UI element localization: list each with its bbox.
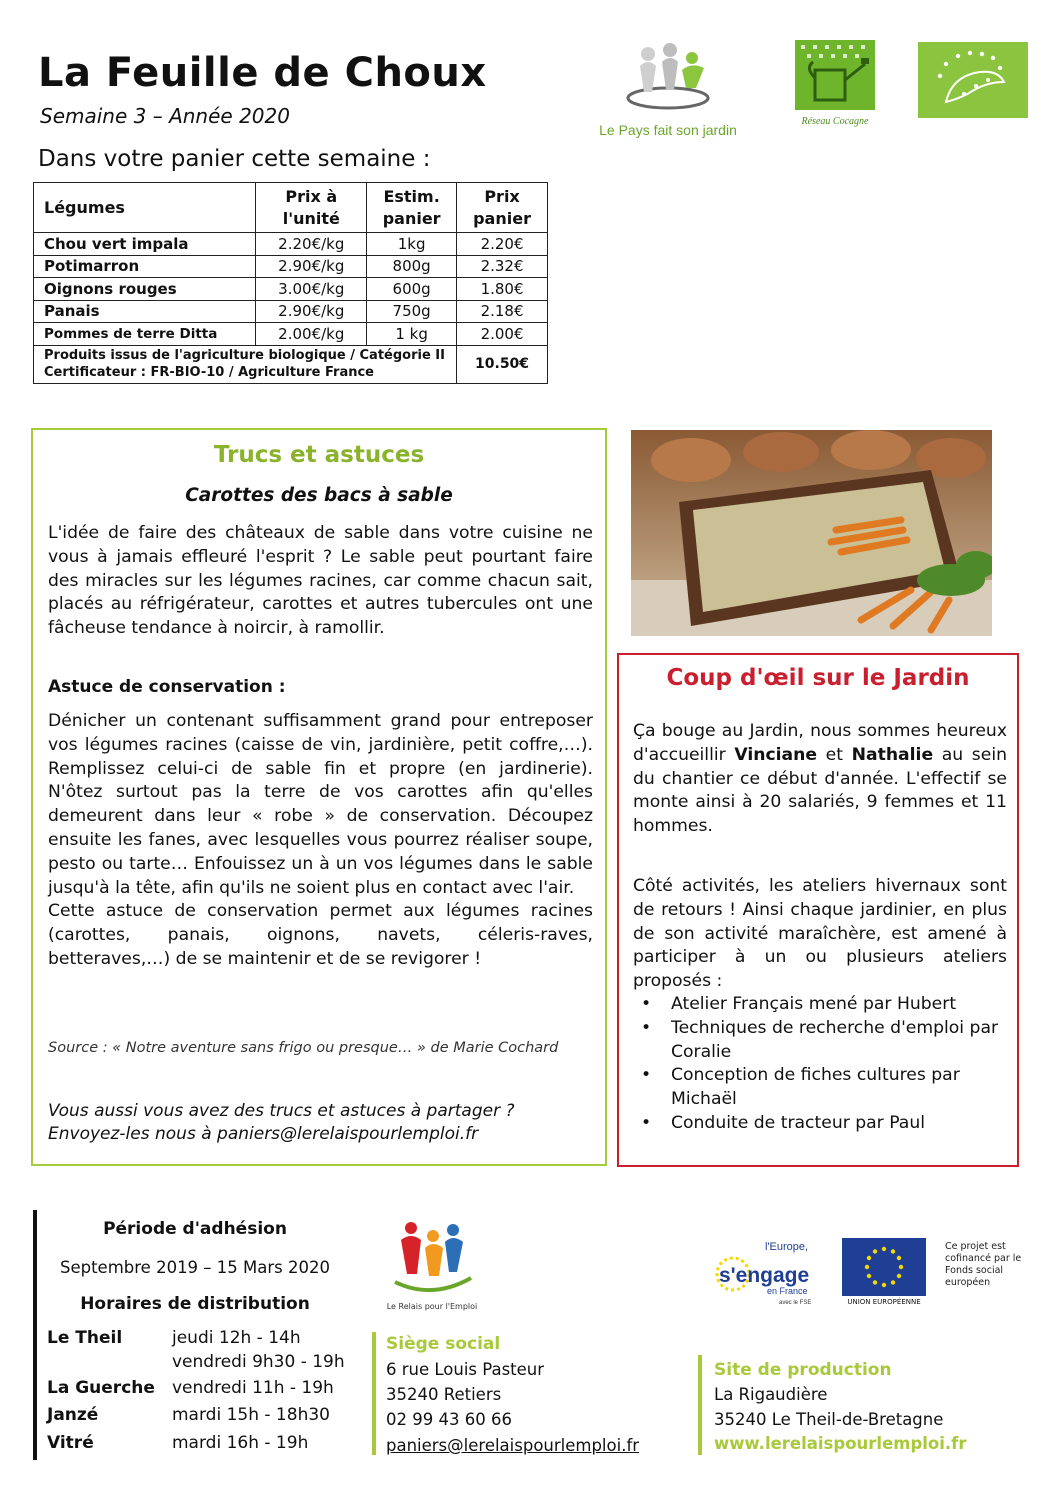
distribution-town: Janzé [47, 1405, 99, 1425]
eu-caption: UNION EUROPÉENNE [847, 1298, 921, 1306]
website-link[interactable]: www.lerelaispourlemploi.fr [714, 1434, 967, 1453]
basket-heading: Dans votre panier cette semaine : [38, 146, 431, 172]
tips-source: Source : « Notre aventure sans frigo ou presque… » de Marie Cochard [48, 1040, 559, 1056]
basket-price: 2.00€ [457, 323, 548, 346]
unit-price: 2.90€/kg [256, 300, 367, 323]
conservation-paragraph: Dénicher un contenant suffisamment grand pour entreposer vos légumes racines (caisse de vin, jardinière, petit coffre,…). Remplissez celui-ci de sable fin et propre (en jardinerie). N'ôtez surtout pas la terre de vos carottes afin qu'elles demeurent dans leur « robe » de conservation. Découpez ensuite les fanes, avec lesquelles vous pourrez réaliser soupe, pesto ou tarte… Enfouissez un à un vos légumes dans le sable jusqu'à la tête, afin qu'ils ne soient plus en contact avec l'air. Cette astuce de conservation permet aux légumes racines (carottes, panais, oignons, navets, céleris-raves, betteraves,…) de se maintenir et de se revigorer ! [48, 711, 593, 969]
eu-organic-leaf-icon [918, 42, 1028, 118]
production-title: Site de production [714, 1360, 892, 1380]
table-row [34, 323, 548, 346]
basket-price: 2.18€ [457, 300, 548, 323]
issue-subtitle: Semaine 3 – Année 2020 [40, 104, 290, 128]
column-header-unit-price: Prix à l'unité [256, 183, 367, 233]
new-member-name: Vinciane [734, 744, 818, 765]
table-row [34, 278, 548, 301]
workshop-list [633, 993, 1013, 1136]
tips-title: Trucs et astuces [213, 442, 425, 468]
list-item: • Techniques de recherche d'emploi par Coralie [633, 1017, 1013, 1065]
estimate: 1 kg [367, 323, 457, 346]
siege-phone: 02 99 43 60 66 [386, 1410, 512, 1429]
unit-price: 3.00€/kg [256, 278, 367, 301]
unit-price: 2.00€/kg [256, 323, 367, 346]
pays-fait-son-jardin-logo [583, 40, 753, 140]
garden-activities-paragraph: Côté activités, les ateliers hivernaux sont de retours ! Ainsi chaque jardinier, en plus de son activité maraîchère, est amené à participer à un ou plusieurs ateliers proposés : [633, 876, 1007, 992]
distribution-town: Le Theil [47, 1328, 123, 1348]
siege-divider [372, 1332, 376, 1455]
list-item: • Conception de fiches cultures par Michaël [633, 1064, 1013, 1112]
tips-intro-paragraph: L'idée de faire des châteaux de sable dans votre cuisine ne vous à jamais effleuré l'esprit ? Le sable peut pourtant faire des miracles sur les légumes racines, car comme chacun sait, placés au réfrigérateur, carottes et autres tubercules ont une fâcheuse tendance à noircir, à ramollir. [48, 523, 593, 639]
svg-text:s'engage: s'engage [719, 1264, 810, 1287]
people-circle-icon [618, 40, 718, 112]
eu-organic-logo [918, 42, 1028, 118]
estimate: 600g [367, 278, 457, 301]
garden-title: Coup d'œil sur le Jardin [666, 665, 970, 691]
europe-sengage-logo [705, 1238, 825, 1308]
conservation-heading: Astuce de conservation : [48, 677, 286, 697]
relais-logo-caption: Le Relais pour l'Emploi [386, 1302, 478, 1311]
siege-email-link[interactable]: paniers@lerelaispourlemploi.fr [386, 1436, 640, 1455]
svg-text:avec le FSE: avec le FSE [779, 1300, 812, 1306]
vegetable-name: Panais [34, 300, 256, 323]
distribution-hours-label: Horaires de distribution [80, 1294, 310, 1314]
table-row [34, 233, 548, 256]
garden-news-paragraph: Ça bouge au Jardin, nous sommes heureux d'accueillir Vinciane et Nathalie au sein du chantier ce début d'année. L'effectif se monte ainsi à 20 salariés, 9 femmes et 11 hommes. [633, 721, 1007, 837]
cocagne-logo-caption: Réseau Cocagne [801, 116, 869, 127]
table-row [34, 300, 548, 323]
pays-logo-caption: Le Pays fait son jardin [599, 122, 737, 138]
column-header-price: Prix panier [457, 183, 548, 233]
distribution-time: mardi 15h - 18h30 [172, 1405, 330, 1425]
distribution-town: Vitré [47, 1433, 94, 1453]
distribution-time: vendredi 9h30 - 19h [172, 1352, 345, 1372]
unit-price: 2.90€/kg [256, 255, 367, 278]
europe-commitment-icon [705, 1238, 825, 1308]
garden-section [617, 653, 1019, 1167]
reseau-cocagne-logo [782, 40, 888, 140]
watering-can-icon [795, 40, 875, 110]
eu-flag-icon [842, 1238, 926, 1296]
estimate: 750g [367, 300, 457, 323]
vegetable-name: Chou vert impala [34, 233, 256, 256]
vegetable-name: Oignons rouges [34, 278, 256, 301]
column-header-vegetable: Légumes [34, 183, 256, 233]
estimate: 1kg [367, 233, 457, 256]
footer-divider [33, 1210, 37, 1460]
tips-subtitle: Carottes des bacs à sable [185, 485, 453, 506]
price-table [33, 182, 548, 384]
distribution-time: vendredi 11h - 19h [172, 1378, 334, 1398]
svg-text:en France: en France [767, 1286, 808, 1296]
column-header-estimate: Estim. panier [367, 183, 457, 233]
adhesion-dates: Septembre 2019 – 15 Mars 2020 [59, 1258, 331, 1277]
fse-cofinancing-note: Ce projet est cofinancé par le Fonds social européen [945, 1241, 1022, 1288]
estimate: 800g [367, 255, 457, 278]
production-divider [698, 1355, 702, 1455]
adhesion-label: Période d'adhésion [103, 1219, 287, 1239]
list-item: • Atelier Français mené par Hubert [633, 993, 1013, 1017]
carrot-sandbox-image [631, 430, 992, 636]
tips-section [31, 428, 607, 1166]
certification-note: Produits issus de l'agriculture biologique / Catégorie II Certificateur : FR-BIO-10 / Agriculture France [34, 345, 457, 383]
table-row [34, 255, 548, 278]
tips-share-note: Vous aussi vous avez des trucs et astuces à partager ? Envoyez-les nous à paniers@lerelaispourlemploi.fr [48, 1101, 515, 1144]
vegetable-name: Pommes de terre Ditta [34, 323, 256, 346]
new-member-name: Nathalie [851, 744, 934, 765]
production-address-line: 35240 Le Theil-de-Bretagne [714, 1410, 944, 1429]
vegetable-name: Potimarron [34, 255, 256, 278]
distribution-town: La Guerche [47, 1378, 155, 1398]
svg-text:l'Europe,: l'Europe, [765, 1241, 809, 1253]
newsletter-title: La Feuille de Choux [38, 50, 487, 96]
table-header-row [34, 183, 548, 233]
siege-address-line: 35240 Retiers [386, 1385, 502, 1404]
table-footer-row [34, 345, 548, 383]
siege-address-line: 6 rue Louis Pasteur [386, 1360, 545, 1379]
basket-price: 1.80€ [457, 278, 548, 301]
list-item: • Conduite de tracteur par Paul [633, 1112, 1013, 1136]
carrots-in-sand-photo [631, 430, 992, 636]
production-address-line: La Rigaudière [714, 1385, 828, 1404]
relais-people-icon [387, 1218, 477, 1298]
basket-price: 2.32€ [457, 255, 548, 278]
unit-price: 2.20€/kg [256, 233, 367, 256]
distribution-time: jeudi 12h - 14h [172, 1328, 301, 1348]
relais-pour-emploi-logo [372, 1218, 492, 1318]
distribution-time: mardi 16h - 19h [172, 1433, 309, 1453]
siege-title: Siège social [386, 1334, 501, 1354]
basket-total: 10.50€ [457, 345, 548, 383]
basket-price: 2.20€ [457, 233, 548, 256]
eu-flag-logo [842, 1238, 926, 1306]
